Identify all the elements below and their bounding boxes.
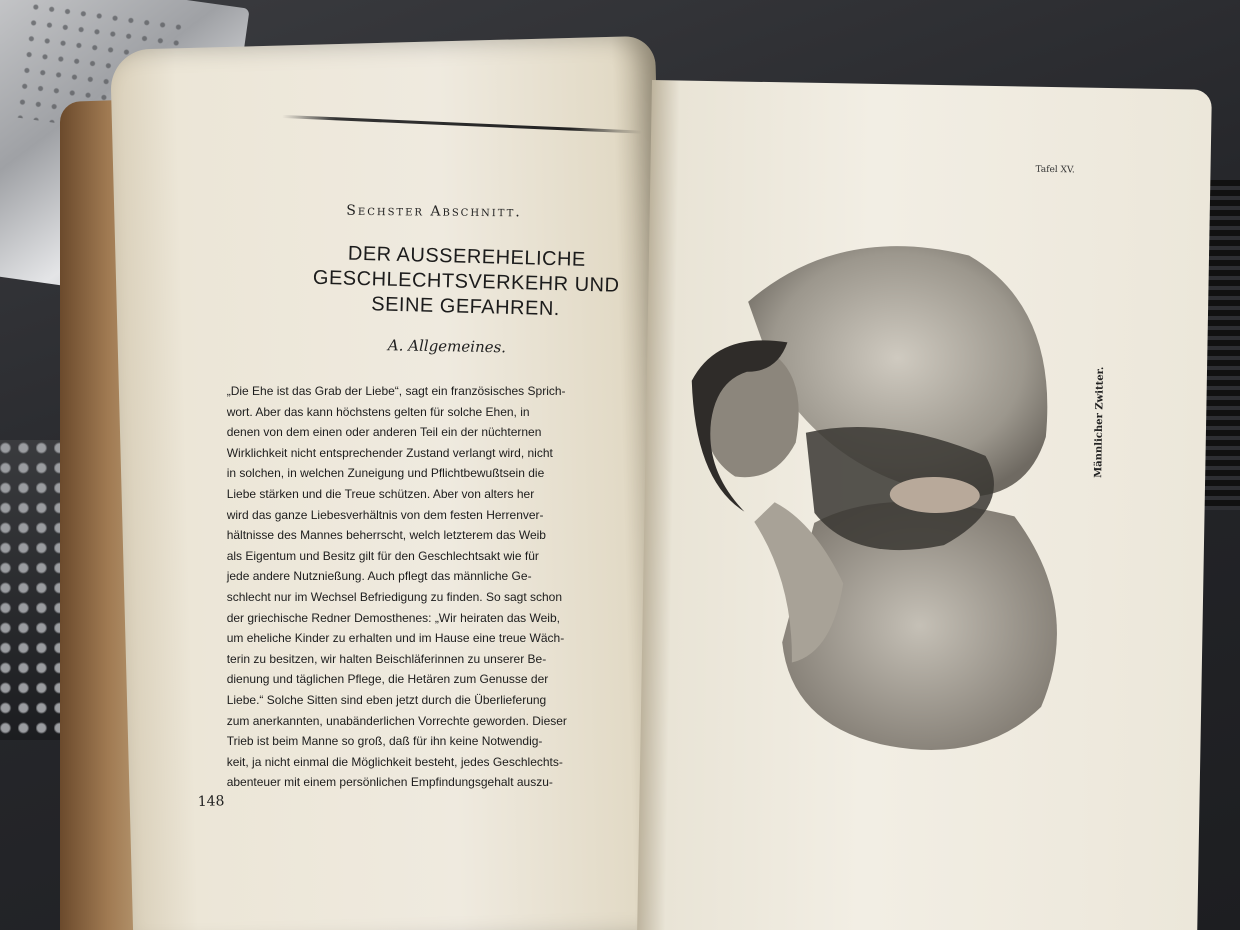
text-line: schlecht nur im Wechsel Befriedigung zu finden. So sagt schon: [226, 589, 563, 604]
plate-caption: Männlicher Zwitter.: [1093, 366, 1107, 478]
text-line: zum anerkannten, unabänderlichen Vorrechte geworden. Dieser: [226, 713, 567, 728]
text-line: in solchen, in welchen Zuneigung und Pflichtbewußtsein die: [226, 466, 545, 481]
chapter-title: [295, 240, 637, 324]
title-line: DER AUSSEREHELICHE: [347, 242, 587, 271]
section-label: Sechster Abschnitt.: [346, 202, 522, 221]
text-line: abenteuer mit einem persönlichen Empfindungsgehalt auszu-: [226, 775, 553, 790]
plate-illustration: [680, 221, 1089, 768]
text-line: der griechische Redner Demosthenes: „Wir heiraten das Weib,: [226, 610, 560, 625]
right-page: [637, 80, 1212, 930]
text-line: Trieb ist beim Manne so groß, daß für ihn keine Notwendig-: [226, 734, 543, 749]
body-text: [227, 381, 647, 793]
text-line: als Eigentum und Besitz gilt für den Geschlechtsakt wie für: [226, 548, 539, 563]
plate-label: Tafel XV.: [1035, 164, 1075, 176]
text-line: Liebe.“ Solche Sitten sind eben jetzt durch die Überlieferung: [226, 692, 547, 707]
text-line: Wirklichkeit nicht entsprechender Zustand verlangt wird, nicht: [226, 445, 553, 460]
text-line: keit, ja nicht einmal die Möglichkeit besteht, jedes Geschlechts-: [226, 754, 563, 769]
text-line: Liebe stärken und die Treue schützen. Aber von alters her: [226, 487, 535, 502]
text-line: hältnisse des Mannes beherrscht, welch letzterem das Weib: [226, 528, 546, 543]
text-line: wird das ganze Liebesverhältnis von dem festen Herrenver-: [226, 507, 544, 522]
title-line: SEINE GEFAHREN.: [370, 293, 561, 321]
decorative-rule: [282, 115, 642, 134]
left-page: [110, 36, 678, 930]
text-line: terin zu besitzen, wir halten Beischläferinnen zu unserer Be-: [226, 651, 547, 666]
text-line: „Die Ehe ist das Grab der Liebe“, sagt ein französisches Sprich-: [226, 384, 566, 399]
page-number: 148: [197, 793, 225, 810]
text-line: um eheliche Kinder zu erhalten und im Hause eine treue Wäch-: [226, 631, 565, 646]
text-line: dienung und täglichen Pflege, die Hetären zum Genusse der: [226, 672, 549, 687]
subtitle: A. Allgemeines.: [387, 336, 507, 357]
text-line: wort. Aber das kann höchstens gelten für solche Ehen, in: [226, 404, 530, 419]
text-line: jede andere Nutznießung. Auch pflegt das männliche Ge-: [226, 569, 532, 584]
title-line: GESCHLECHTSVERKEHR UND: [312, 266, 620, 297]
text-line: denen von dem einen oder anderen Teil ein der nüchternen: [226, 425, 542, 440]
